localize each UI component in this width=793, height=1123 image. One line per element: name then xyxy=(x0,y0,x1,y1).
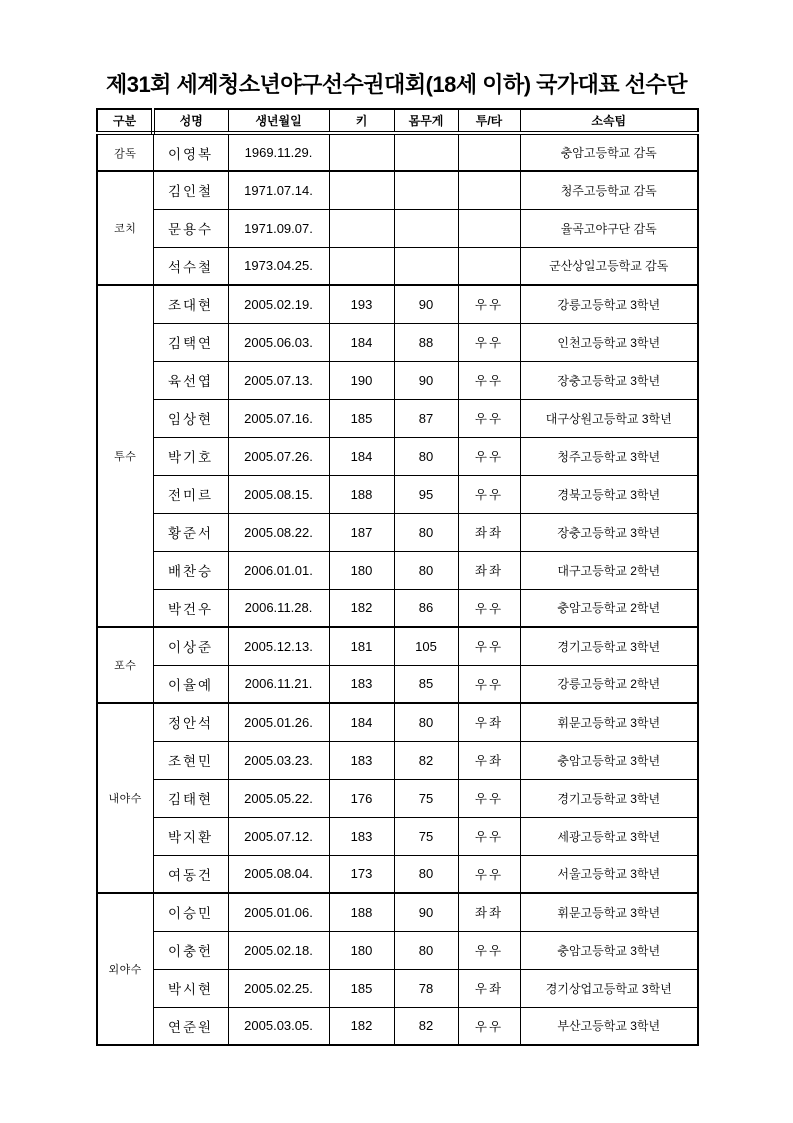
table-row xyxy=(97,361,698,399)
roster-table-head xyxy=(97,109,698,133)
cell-name: 이상준 xyxy=(153,627,228,665)
cell-weight: 82 xyxy=(394,741,458,779)
cell-birthdate: 2005.07.26. xyxy=(228,437,329,475)
cell-height: 182 xyxy=(329,589,394,627)
cell-weight xyxy=(394,171,458,209)
cell-birthdate: 2005.02.18. xyxy=(228,931,329,969)
cell-birthdate: 2005.07.12. xyxy=(228,817,329,855)
cell-weight xyxy=(394,247,458,285)
cell-height: 180 xyxy=(329,551,394,589)
table-row xyxy=(97,817,698,855)
cell-team: 장충고등학교 3학년 xyxy=(520,361,698,399)
cell-height: 184 xyxy=(329,703,394,741)
cell-weight: 80 xyxy=(394,437,458,475)
cell-height xyxy=(329,133,394,171)
cell-height: 193 xyxy=(329,285,394,323)
cell-birthdate: 2005.02.25. xyxy=(228,969,329,1007)
cell-team: 강릉고등학교 2학년 xyxy=(520,665,698,703)
group-label-cell: 내야수 xyxy=(97,703,153,893)
cell-height: 183 xyxy=(329,817,394,855)
cell-team: 경북고등학교 3학년 xyxy=(520,475,698,513)
table-row xyxy=(97,893,698,931)
table-row xyxy=(97,323,698,361)
cell-throw-bat: 우우 xyxy=(458,399,520,437)
cell-height: 188 xyxy=(329,475,394,513)
header-row xyxy=(97,109,698,133)
cell-throw-bat: 우우 xyxy=(458,855,520,893)
cell-team: 경기상업고등학교 3학년 xyxy=(520,969,698,1007)
cell-throw-bat: 우우 xyxy=(458,665,520,703)
cell-height xyxy=(329,209,394,247)
cell-height: 185 xyxy=(329,399,394,437)
cell-throw-bat: 우우 xyxy=(458,437,520,475)
header-category: 구분 xyxy=(97,109,153,133)
cell-weight: 78 xyxy=(394,969,458,1007)
cell-birthdate: 2005.08.15. xyxy=(228,475,329,513)
cell-throw-bat xyxy=(458,247,520,285)
cell-weight: 80 xyxy=(394,513,458,551)
cell-throw-bat: 우우 xyxy=(458,361,520,399)
header-height: 키 xyxy=(329,109,394,133)
cell-team: 휘문고등학교 3학년 xyxy=(520,703,698,741)
cell-birthdate: 2005.01.26. xyxy=(228,703,329,741)
cell-name: 김택연 xyxy=(153,323,228,361)
cell-throw-bat: 우좌 xyxy=(458,969,520,1007)
table-row xyxy=(97,589,698,627)
cell-name: 박지환 xyxy=(153,817,228,855)
cell-name: 이율예 xyxy=(153,665,228,703)
cell-height: 187 xyxy=(329,513,394,551)
table-row xyxy=(97,437,698,475)
cell-birthdate: 2005.08.04. xyxy=(228,855,329,893)
cell-height: 188 xyxy=(329,893,394,931)
cell-weight xyxy=(394,133,458,171)
cell-name: 석수철 xyxy=(153,247,228,285)
table-row xyxy=(97,399,698,437)
cell-weight: 87 xyxy=(394,399,458,437)
group-label-cell: 감독 xyxy=(97,133,153,171)
cell-weight: 85 xyxy=(394,665,458,703)
cell-team: 세광고등학교 3학년 xyxy=(520,817,698,855)
cell-birthdate: 1971.09.07. xyxy=(228,209,329,247)
header-name: 성명 xyxy=(153,109,228,133)
cell-team: 부산고등학교 3학년 xyxy=(520,1007,698,1045)
cell-team: 서울고등학교 3학년 xyxy=(520,855,698,893)
cell-name: 문용수 xyxy=(153,209,228,247)
cell-throw-bat xyxy=(458,209,520,247)
cell-height: 182 xyxy=(329,1007,394,1045)
cell-weight: 80 xyxy=(394,703,458,741)
cell-weight: 75 xyxy=(394,779,458,817)
group-label-cell: 코치 xyxy=(97,171,153,285)
cell-throw-bat xyxy=(458,133,520,171)
cell-birthdate: 2006.11.21. xyxy=(228,665,329,703)
cell-weight: 95 xyxy=(394,475,458,513)
cell-throw-bat: 우우 xyxy=(458,589,520,627)
cell-height xyxy=(329,171,394,209)
table-row xyxy=(97,703,698,741)
cell-team: 충암고등학교 2학년 xyxy=(520,589,698,627)
document-title: 제31회 세계청소년야구선수권대회(18세 이하) 국가대표 선수단 xyxy=(105,72,688,97)
cell-weight: 90 xyxy=(394,361,458,399)
cell-throw-bat xyxy=(458,171,520,209)
table-row xyxy=(97,133,698,171)
cell-weight: 88 xyxy=(394,323,458,361)
table-row xyxy=(97,551,698,589)
cell-throw-bat: 우우 xyxy=(458,285,520,323)
cell-name: 임상현 xyxy=(153,399,228,437)
cell-name: 이승민 xyxy=(153,893,228,931)
cell-team: 충암고등학교 3학년 xyxy=(520,931,698,969)
cell-throw-bat: 좌좌 xyxy=(458,551,520,589)
cell-team: 경기고등학교 3학년 xyxy=(520,779,698,817)
cell-height xyxy=(329,247,394,285)
table-row xyxy=(97,931,698,969)
cell-team: 대구상원고등학교 3학년 xyxy=(520,399,698,437)
cell-name: 박기호 xyxy=(153,437,228,475)
header-throw-bat: 투/타 xyxy=(458,109,520,133)
cell-name: 김인철 xyxy=(153,171,228,209)
cell-name: 연준원 xyxy=(153,1007,228,1045)
cell-height: 183 xyxy=(329,665,394,703)
cell-name: 조현민 xyxy=(153,741,228,779)
table-row xyxy=(97,779,698,817)
cell-birthdate: 2005.03.05. xyxy=(228,1007,329,1045)
cell-height: 176 xyxy=(329,779,394,817)
cell-team: 청주고등학교 감독 xyxy=(520,171,698,209)
cell-throw-bat: 우우 xyxy=(458,323,520,361)
cell-weight: 75 xyxy=(394,817,458,855)
cell-team: 휘문고등학교 3학년 xyxy=(520,893,698,931)
cell-name: 이충헌 xyxy=(153,931,228,969)
cell-birthdate: 2005.02.19. xyxy=(228,285,329,323)
group-label-cell: 포수 xyxy=(97,627,153,703)
cell-height: 185 xyxy=(329,969,394,1007)
cell-birthdate: 2005.03.23. xyxy=(228,741,329,779)
table-row xyxy=(97,247,698,285)
cell-height: 184 xyxy=(329,437,394,475)
cell-team: 장충고등학교 3학년 xyxy=(520,513,698,551)
table-row xyxy=(97,171,698,209)
cell-throw-bat: 우우 xyxy=(458,627,520,665)
cell-name: 박건우 xyxy=(153,589,228,627)
group-label-cell: 투수 xyxy=(97,285,153,627)
cell-name: 황준서 xyxy=(153,513,228,551)
cell-weight: 82 xyxy=(394,1007,458,1045)
cell-height: 184 xyxy=(329,323,394,361)
cell-team: 율곡고야구단 감독 xyxy=(520,209,698,247)
cell-height: 181 xyxy=(329,627,394,665)
table-row xyxy=(97,741,698,779)
cell-team: 군산상일고등학교 감독 xyxy=(520,247,698,285)
cell-height: 173 xyxy=(329,855,394,893)
cell-birthdate: 2005.07.13. xyxy=(228,361,329,399)
cell-team: 강릉고등학교 3학년 xyxy=(520,285,698,323)
cell-throw-bat: 우우 xyxy=(458,817,520,855)
roster-table xyxy=(96,108,699,1046)
cell-throw-bat: 우우 xyxy=(458,1007,520,1045)
cell-name: 여동건 xyxy=(153,855,228,893)
cell-weight: 90 xyxy=(394,285,458,323)
cell-team: 충암고등학교 3학년 xyxy=(520,741,698,779)
table-row xyxy=(97,209,698,247)
table-row xyxy=(97,285,698,323)
cell-name: 배찬승 xyxy=(153,551,228,589)
cell-throw-bat: 우좌 xyxy=(458,741,520,779)
group-label-cell: 외야수 xyxy=(97,893,153,1045)
cell-birthdate: 2005.12.13. xyxy=(228,627,329,665)
table-row xyxy=(97,1007,698,1045)
cell-name: 육선엽 xyxy=(153,361,228,399)
table-row xyxy=(97,665,698,703)
cell-name: 박시현 xyxy=(153,969,228,1007)
cell-throw-bat: 우우 xyxy=(458,779,520,817)
cell-team: 청주고등학교 3학년 xyxy=(520,437,698,475)
cell-birthdate: 1973.04.25. xyxy=(228,247,329,285)
table-row xyxy=(97,627,698,665)
cell-birthdate: 2005.05.22. xyxy=(228,779,329,817)
cell-height: 190 xyxy=(329,361,394,399)
cell-team: 경기고등학교 3학년 xyxy=(520,627,698,665)
cell-throw-bat: 좌좌 xyxy=(458,893,520,931)
cell-throw-bat: 우좌 xyxy=(458,703,520,741)
cell-team: 충암고등학교 감독 xyxy=(520,133,698,171)
cell-weight: 80 xyxy=(394,551,458,589)
table-row xyxy=(97,513,698,551)
table-row xyxy=(97,855,698,893)
cell-name: 이영복 xyxy=(153,133,228,171)
cell-birthdate: 1971.07.14. xyxy=(228,171,329,209)
header-team: 소속팀 xyxy=(520,109,698,133)
cell-weight: 105 xyxy=(394,627,458,665)
table-row xyxy=(97,475,698,513)
cell-height: 180 xyxy=(329,931,394,969)
cell-weight xyxy=(394,209,458,247)
header-weight: 몸무게 xyxy=(394,109,458,133)
cell-birthdate: 2006.11.28. xyxy=(228,589,329,627)
cell-name: 정안석 xyxy=(153,703,228,741)
cell-weight: 86 xyxy=(394,589,458,627)
cell-name: 전미르 xyxy=(153,475,228,513)
cell-weight: 80 xyxy=(394,931,458,969)
cell-throw-bat: 우우 xyxy=(458,475,520,513)
cell-name: 김태현 xyxy=(153,779,228,817)
cell-birthdate: 2006.01.01. xyxy=(228,551,329,589)
cell-birthdate: 2005.08.22. xyxy=(228,513,329,551)
header-birthdate: 생년월일 xyxy=(228,109,329,133)
cell-team: 대구고등학교 2학년 xyxy=(520,551,698,589)
cell-weight: 80 xyxy=(394,855,458,893)
cell-height: 183 xyxy=(329,741,394,779)
cell-throw-bat: 좌좌 xyxy=(458,513,520,551)
cell-name: 조대현 xyxy=(153,285,228,323)
cell-weight: 90 xyxy=(394,893,458,931)
cell-throw-bat: 우우 xyxy=(458,931,520,969)
cell-team: 인천고등학교 3학년 xyxy=(520,323,698,361)
cell-birthdate: 2005.01.06. xyxy=(228,893,329,931)
cell-birthdate: 2005.07.16. xyxy=(228,399,329,437)
table-row xyxy=(97,969,698,1007)
roster-table-body xyxy=(97,133,698,1045)
cell-birthdate: 2005.06.03. xyxy=(228,323,329,361)
cell-birthdate: 1969.11.29. xyxy=(228,133,329,171)
